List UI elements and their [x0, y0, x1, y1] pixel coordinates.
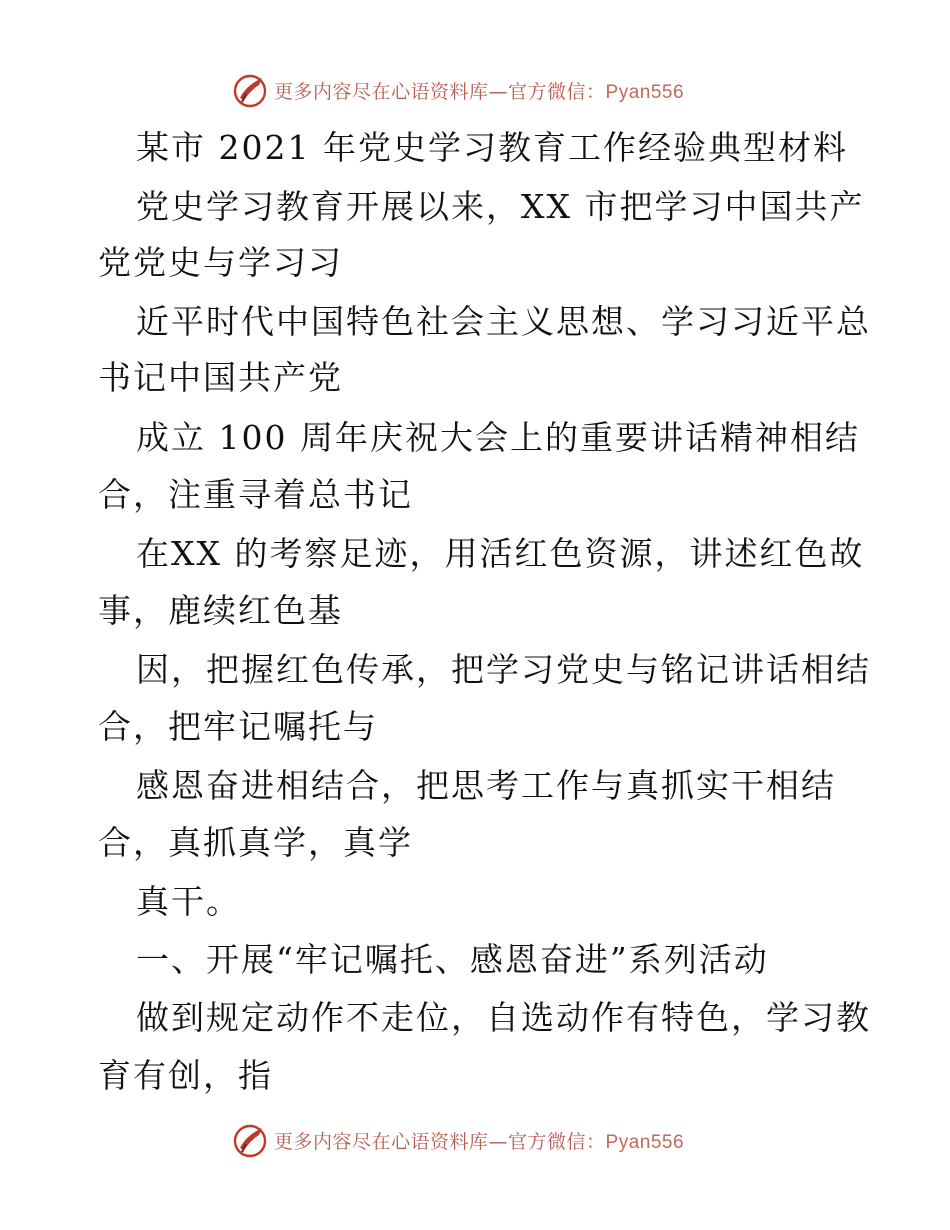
paragraph-line: 合，注重寻着总书记 [98, 475, 413, 514]
header-watermark-banner [232, 70, 752, 110]
paragraph-line: 因，把握红色传承，把学习党史与铭记讲话相结 [136, 650, 871, 689]
paragraph-line: 合，把牢记嘱托与 [98, 707, 378, 746]
paragraph-line: 党史学习教育开展以来，XX 市把学习中国共产 [136, 187, 865, 226]
paragraph-line: 真干。 [136, 882, 241, 921]
document-title: 某市 2021 年党史学习教育工作经验典型材料 [136, 128, 848, 167]
banner-text: 更多内容尽在心语资料库—官方微信：Pyan556 [274, 1130, 685, 1153]
wechat-id: Pyan556 [605, 81, 685, 103]
paragraph-line: 在XX 的考察足迹，用活红色资源，讲述红色故 [136, 534, 865, 573]
paragraph-line: 书记中国共产党 [98, 358, 343, 397]
pen-logo-icon [232, 72, 268, 108]
section-heading: 一、开展“牢记嘱托、感恩奋进”系列活动 [136, 940, 769, 979]
paragraph-line: 近平时代中国特色社会主义思想、学习习近平总 [136, 302, 871, 341]
paragraph-line: 合，真抓真学，真学 [98, 823, 413, 862]
pen-logo-icon [232, 1122, 268, 1158]
wechat-id: Pyan556 [605, 1131, 685, 1153]
paragraph-line: 做到规定动作不走位，自选动作有特色，学习教 [136, 998, 871, 1037]
paragraph-line: 感恩奋进相结合，把思考工作与真抓实干相结 [136, 766, 836, 805]
paragraph-line: 事，鹿续红色基 [98, 591, 343, 630]
paragraph-line: 成立 100 周年庆祝大会上的重要讲话精神相结 [136, 418, 860, 457]
footer-watermark-banner [232, 1120, 752, 1160]
banner-text: 更多内容尽在心语资料库—官方微信：Pyan556 [274, 80, 685, 103]
paragraph-line: 党党史与学习习 [98, 243, 343, 282]
paragraph-line: 育有创，指 [98, 1056, 273, 1095]
